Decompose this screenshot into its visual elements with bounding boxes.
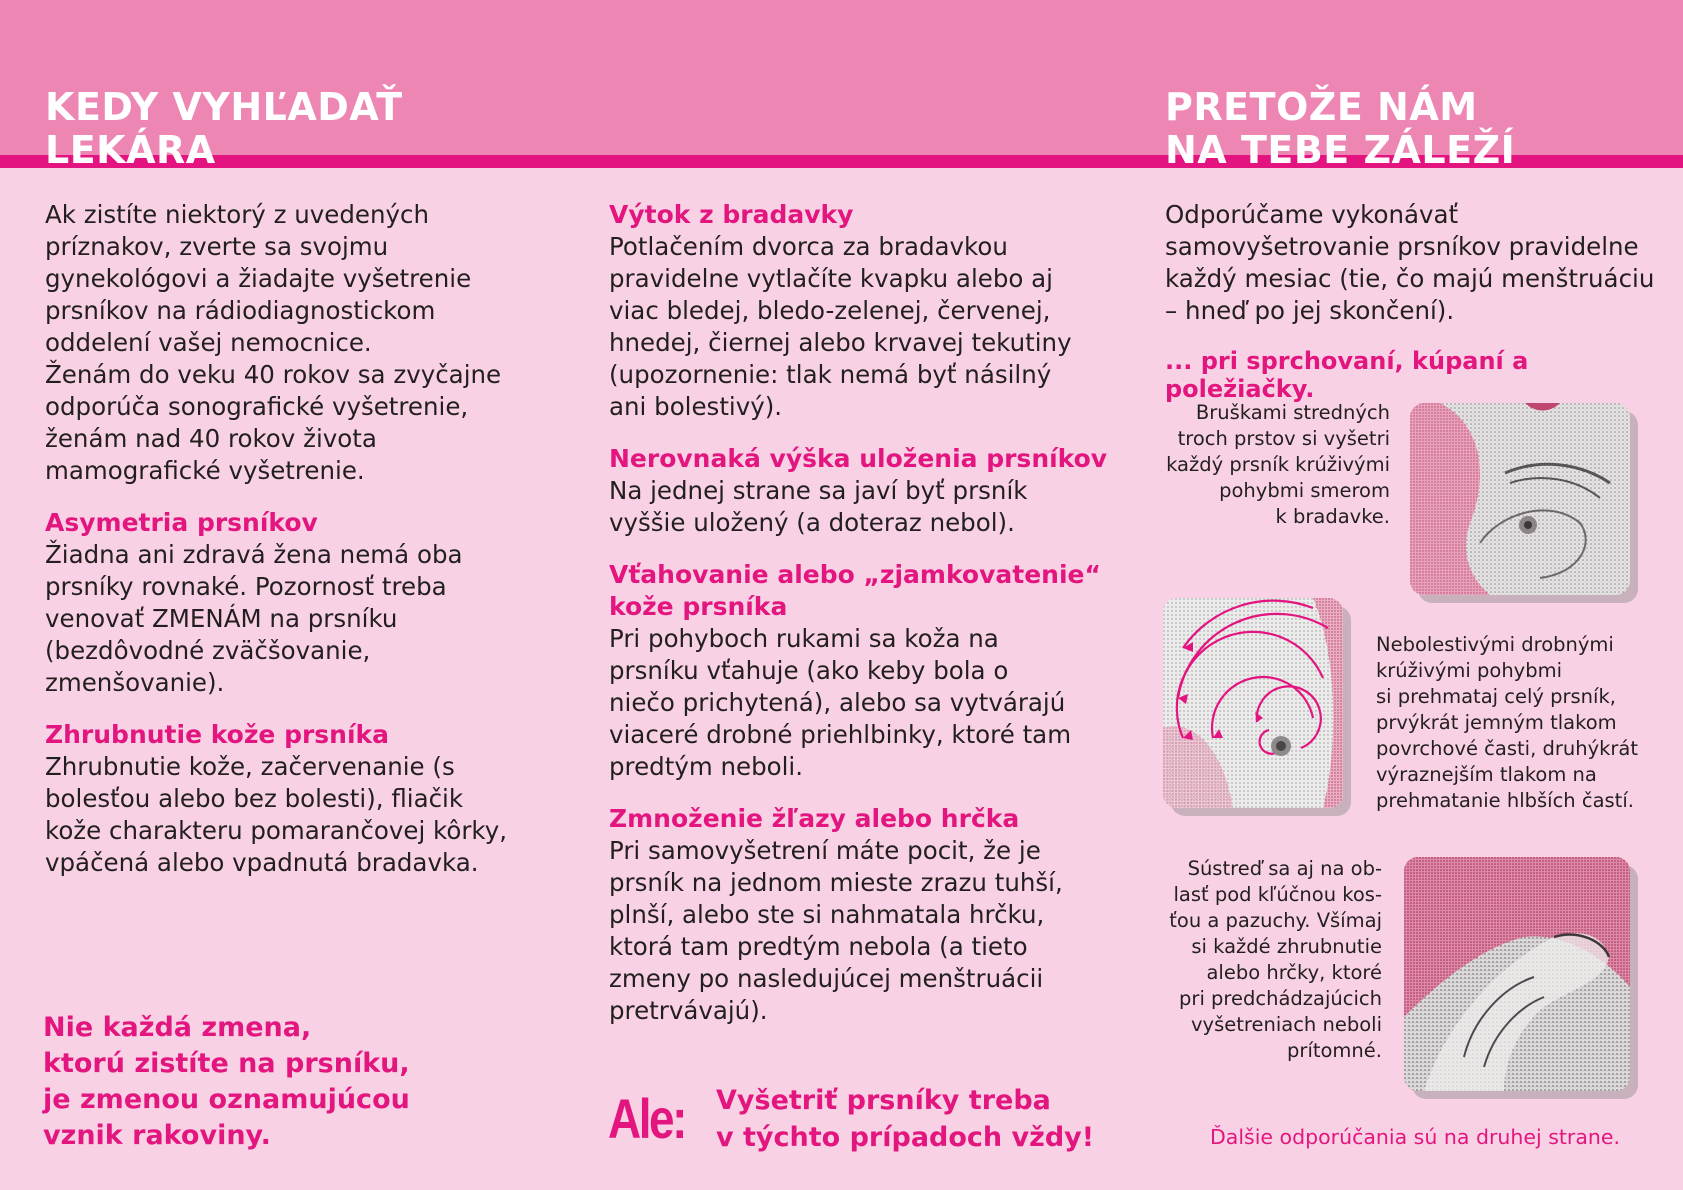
text-line: prsníky rovnaké. Pozornosť treba — [45, 572, 447, 601]
text-line: ženám nad 40 rokov života — [45, 424, 377, 453]
armpit-exam-illustration — [1404, 857, 1630, 1091]
text-line: prsníku vťahuje (ako keby bola o — [609, 656, 1009, 685]
text-line: ktorá tam predtým nebola (a tieto — [609, 932, 1028, 961]
ale-line: Vyšetriť prsníky treba — [716, 1085, 1051, 1116]
text-line: Potlačením dvorca za bradavkou — [609, 232, 1008, 261]
text-line: Pri pohyboch rukami sa koža na — [609, 624, 999, 653]
caption-line: prvýkrát jemným tlakom — [1376, 711, 1617, 734]
text-line: Na jednej strane sa javí byť prsník — [609, 476, 1028, 505]
exam-situations-subheading: ... pri sprchovaní, kúpaní a poležiačky. — [1165, 347, 1529, 403]
left-heading — [45, 86, 403, 172]
text-line: viaceré drobné priehlbinky, ktoré tam — [609, 720, 1072, 749]
note-line: Nie každá zmena, — [43, 1012, 312, 1043]
note-line: ktorú zistíte na prsníku, — [43, 1048, 410, 1079]
caption-line: k bradavke. — [1275, 505, 1390, 528]
right-intro — [1165, 199, 1665, 327]
caption-line: troch prstov si vyšetri — [1177, 427, 1390, 450]
section-uneven-height — [609, 443, 1139, 539]
text-line: viac bledej, bledo-zelenej, červenej, — [609, 296, 1051, 325]
ale-statement — [716, 1082, 1094, 1156]
text-line: kože charakteru pomarančovej kôrky, — [45, 816, 508, 845]
breast-exam-fingers-illustration — [1410, 403, 1630, 595]
left-heading-line: LEKÁRA — [45, 128, 216, 172]
text-line: niečo prichytená), alebo sa vytvárajú — [609, 688, 1066, 717]
text-line: každý mesiac (tie, čo majú menštruáciu — [1165, 264, 1655, 293]
left-heading-line: KEDY VYHĽADAŤ — [45, 85, 403, 129]
caption-line: prehmatanie hlbších častí. — [1376, 789, 1634, 812]
section-title: Zmnoženie žľazy alebo hrčka — [609, 804, 1020, 833]
text-line: Žiadna ani zdravá žena nemá oba — [45, 540, 463, 569]
caption-line: si každé zhrubnutie — [1191, 935, 1382, 958]
text-line: bolesťou alebo bez bolesti), fliačik — [45, 784, 464, 813]
caption-line: povrchové časti, druhýkrát — [1376, 737, 1639, 760]
text-line: Zhrubnutie kože, začervenanie (s — [45, 752, 455, 781]
text-line: Odporúčame vykonávať — [1165, 200, 1459, 229]
section-title: Vťahovanie alebo „zjamkovatenie“ — [609, 560, 1101, 589]
text-line: Ak zistíte niektorý z uvedených — [45, 200, 429, 229]
caption-line: každý prsník krúživými — [1166, 453, 1390, 476]
caption-line: Sústreď sa aj na ob- — [1187, 857, 1382, 880]
caption-line: prítomné. — [1287, 1039, 1382, 1062]
text-line: mamografické vyšetrenie. — [45, 456, 365, 485]
text-line: (bezdôvodné zväčšovanie, — [45, 636, 371, 665]
ale-word: Ale: — [608, 1087, 685, 1150]
step2-caption — [1376, 632, 1676, 814]
text-line: predtým neboli. — [609, 752, 804, 781]
text-line: oddelení vašej nemocnice. — [45, 328, 372, 357]
caption-line: Bruškami stredných — [1195, 401, 1390, 424]
text-line: Pri samovyšetrení máte pocit, že je — [609, 836, 1041, 865]
left-intro — [45, 199, 565, 487]
section-title: kože prsníka — [609, 592, 788, 621]
text-line: vyššie uložený (a doteraz nebol). — [609, 508, 1015, 537]
text-line: Ženám do veku 40 rokov sa zvyčajne — [45, 360, 502, 389]
text-line: odporúča sonografické vyšetrenie, — [45, 392, 469, 421]
text-line: zmenšovanie). — [45, 668, 225, 697]
caption-line: Nebolestivými drobnými — [1376, 633, 1614, 656]
caption-line: pohybmi smerom — [1219, 479, 1390, 502]
text-line: – hneď po jej skončení). — [1165, 296, 1455, 325]
caption-line: ťou a pazuchy. Všímaj — [1169, 909, 1382, 932]
text-line: (upozornenie: tlak nemá byť násilný — [609, 360, 1052, 389]
more-recommendations-note: Ďalšie odporúčania sú na druhej strane. — [1210, 1125, 1621, 1149]
text-line: samovyšetrovanie prsníkov pravidelne — [1165, 232, 1639, 261]
text-line: prsník na jednom mieste zrazu tuhší, — [609, 868, 1063, 897]
caption-line: si prehmataj celý prsník, — [1376, 685, 1616, 708]
caption-line: lasť pod kľúčnou kos- — [1173, 883, 1382, 906]
section-asymmetry — [45, 507, 565, 699]
section-title: Zhrubnutie kože prsníka — [45, 720, 390, 749]
circular-motion-arrows-illustration — [1163, 598, 1343, 808]
caption-line: vyšetreniach neboli — [1191, 1013, 1382, 1036]
right-heading-line: NA TEBE ZÁLEŽÍ — [1165, 128, 1516, 172]
text-line: pretrvávajú). — [609, 996, 768, 1025]
step3-caption — [1140, 856, 1382, 1064]
section-title: Výtok z bradavky — [609, 200, 854, 229]
left-column — [45, 199, 565, 879]
section-skin-thickening — [45, 719, 565, 879]
section-lump — [609, 803, 1139, 1027]
text-line: prsníkov na rádiodiagnostickom — [45, 296, 436, 325]
right-heading-line: PRETOŽE NÁM — [1165, 85, 1478, 129]
note-line: je zmenou oznamujúcou — [43, 1084, 410, 1115]
text-line: zmeny po nasledujúcej menštruácii — [609, 964, 1044, 993]
caption-line: výraznejším tlakom na — [1376, 763, 1597, 786]
text-line: ani bolestivý). — [609, 392, 783, 421]
text-line: pravidelne vytlačíte kvapku alebo aj — [609, 264, 1053, 293]
right-heading — [1165, 86, 1515, 172]
section-title: Asymetria prsníkov — [45, 508, 318, 537]
caption-line: alebo hrčky, ktoré — [1206, 961, 1382, 984]
section-skin-retraction — [609, 559, 1139, 783]
text-line: venovať ZMENÁM na prsníku — [45, 604, 398, 633]
section-title: Nerovnaká výška uloženia prsníkov — [609, 444, 1108, 473]
caption-line: pri predchádzajúcich — [1179, 987, 1382, 1010]
caption-line: krúživými pohybmi — [1376, 659, 1563, 682]
text-line: hnedej, čiernej alebo krvavej tekutiny — [609, 328, 1072, 357]
text-line: príznakov, zverte sa svojmu — [45, 232, 389, 261]
text-line: vpáčená alebo vpadnutá bradavka. — [45, 848, 479, 877]
note-line: vznik rakoviny. — [43, 1120, 271, 1151]
section-nipple-discharge — [609, 199, 1139, 423]
step1-caption — [1150, 400, 1390, 530]
text-line: gynekológovi a žiadajte vyšetrenie — [45, 264, 472, 293]
middle-column — [609, 199, 1139, 1027]
ale-line: v týchto prípadoch vždy! — [716, 1122, 1095, 1153]
text-line: plnší, alebo ste si nahmatala hrčku, — [609, 900, 1045, 929]
not-every-change-note — [43, 1010, 410, 1154]
